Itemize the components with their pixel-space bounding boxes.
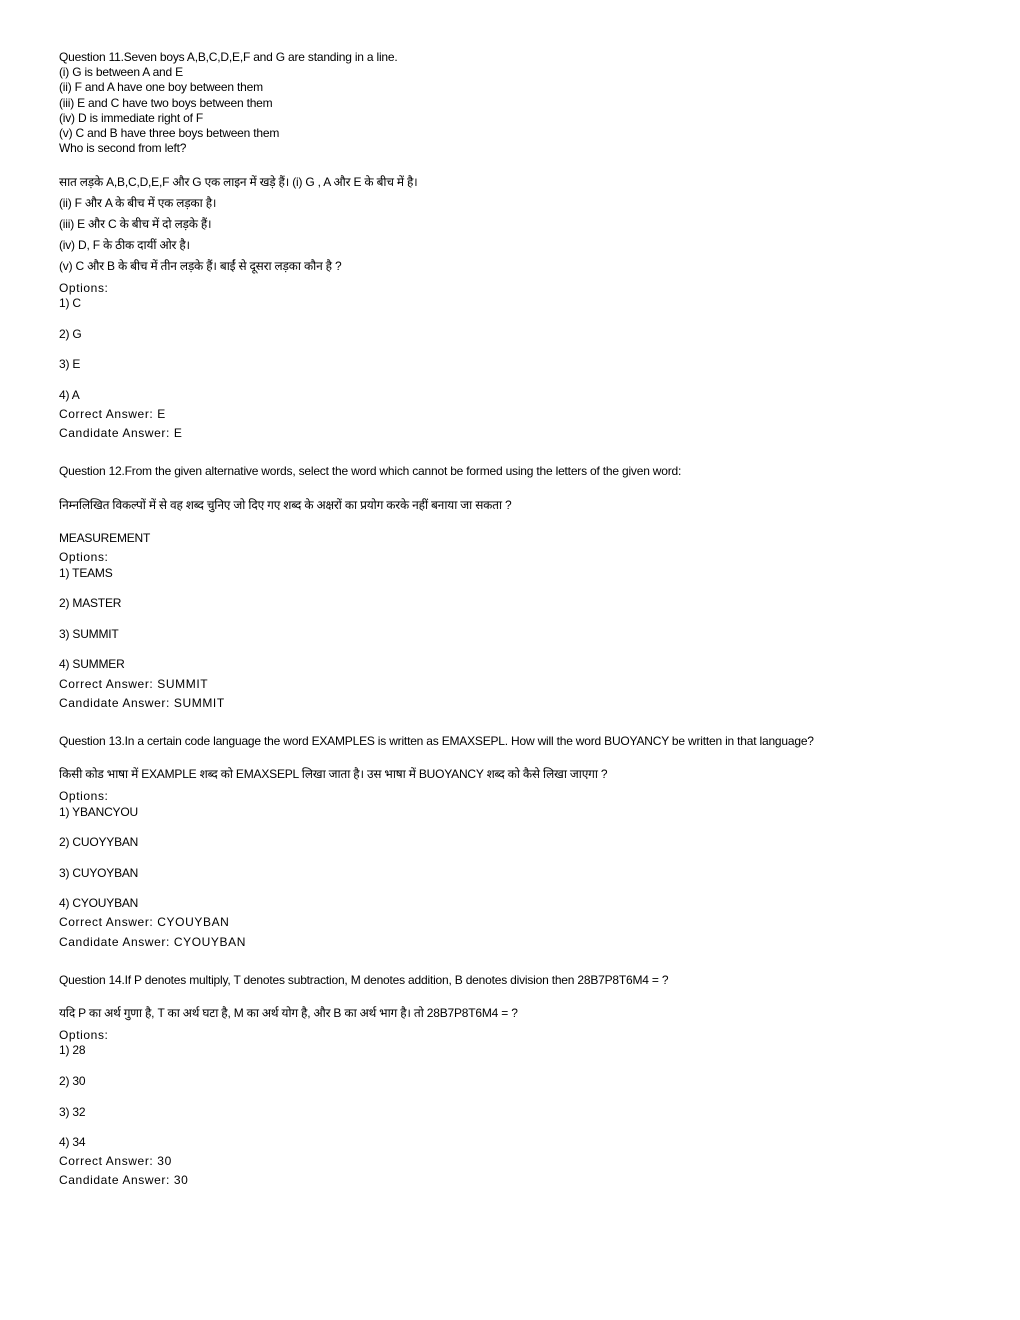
candidate-answer: Candidate Answer: E xyxy=(59,426,183,440)
condition: (iv) D is immediate right of F xyxy=(59,111,204,125)
option: 1) C xyxy=(59,296,81,310)
option: 2) G xyxy=(59,327,82,341)
hindi-text: यदि P का अर्थ गुणा है, T का अर्थ घटा है, M का अर्थ योग है, और B का अर्थ भाग है। तो 28B7P8T6M4 = ? xyxy=(59,1006,518,1020)
option: 4) 34 xyxy=(59,1135,86,1149)
given-word: MEASUREMENT xyxy=(59,531,151,545)
hindi-text: (iii) E और C के बीच में दो लड़के हैं। xyxy=(59,217,212,231)
options-label: Options: xyxy=(59,281,109,295)
options-label: Options: xyxy=(59,550,109,564)
question-title: Question 11.Seven boys A,B,C,D,E,F and G are standing in a line. xyxy=(59,50,398,64)
option: 4) CYOUYBAN xyxy=(59,896,139,910)
hindi-text: (iv) D, F के ठीक दायीं ओर है। xyxy=(59,238,190,252)
option: 3) SUMMIT xyxy=(59,627,119,641)
hindi-text: (v) C और B के बीच में तीन लड़के हैं। बाईं से दूसरा लड़का कौन है ? xyxy=(59,259,342,273)
question-title: Question 14.If P denotes multiply, T denotes subtraction, M denotes addition, B denotes division then 28B7P8T6M4 = ? xyxy=(59,973,669,987)
condition: (v) C and B have three boys between them xyxy=(59,126,280,140)
hindi-text: सात लड़के A,B,C,D,E,F और G एक लाइन में खड़े हैं। (i) G , A और E के बीच में है। xyxy=(59,175,418,189)
hindi-text: किसी कोड भाषा में EXAMPLE शब्द को EMAXSEPL लिखा जाता है। उस भाषा में BUOYANCY शब्द को कैसे लिखा जाएगा ? xyxy=(59,767,608,781)
hindi-text: निम्नलिखित विकल्पों में से वह शब्द चुनिए जो दिए गए शब्द के अक्षरों का प्रयोग करके नहीं बनाया जा सकता ? xyxy=(59,498,512,512)
candidate-answer: Candidate Answer: 30 xyxy=(59,1173,189,1187)
option: 1) 28 xyxy=(59,1043,86,1057)
question-title: Question 13.In a certain code language the word EXAMPLES is written as EMAXSEPL. How will the word BUOYANCY be written in that language? xyxy=(59,734,814,748)
condition: (iii) E and C have two boys between them xyxy=(59,96,273,110)
option: 3) 32 xyxy=(59,1105,86,1119)
correct-answer: Correct Answer: 30 xyxy=(59,1154,172,1168)
option: 2) 30 xyxy=(59,1074,86,1088)
options-label: Options: xyxy=(59,789,109,803)
correct-answer: Correct Answer: CYOUYBAN xyxy=(59,915,230,929)
option: 3) CUYOYBAN xyxy=(59,866,139,880)
option: 2) MASTER xyxy=(59,596,122,610)
option: 1) TEAMS xyxy=(59,566,113,580)
option: 3) E xyxy=(59,357,81,371)
question-prompt: Who is second from left? xyxy=(59,141,187,155)
condition: (ii) F and A have one boy between them xyxy=(59,80,263,94)
question-title: Question 12.From the given alternative words, select the word which cannot be formed using the letters of the given word: xyxy=(59,464,682,478)
candidate-answer: Candidate Answer: CYOUYBAN xyxy=(59,935,247,949)
correct-answer: Correct Answer: SUMMIT xyxy=(59,677,209,691)
correct-answer: Correct Answer: E xyxy=(59,407,166,421)
option: 1) YBANCYOU xyxy=(59,805,138,819)
option: 4) A xyxy=(59,388,80,402)
candidate-answer: Candidate Answer: SUMMIT xyxy=(59,696,225,710)
option: 2) CUOYYBAN xyxy=(59,835,139,849)
condition: (i) G is between A and E xyxy=(59,65,183,79)
hindi-text: (ii) F और A के बीच में एक लड़का है। xyxy=(59,196,217,210)
option: 4) SUMMER xyxy=(59,657,125,671)
options-label: Options: xyxy=(59,1028,109,1042)
